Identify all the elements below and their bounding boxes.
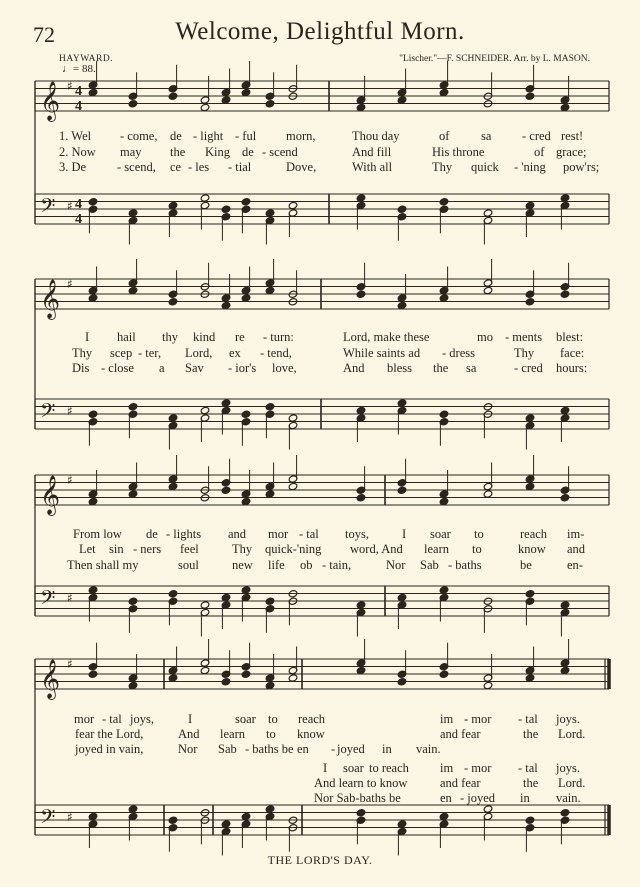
lyric-syllable: ob <box>300 558 313 572</box>
lyric-syllable: - dress <box>442 346 475 360</box>
lyric-syllable: Dove, <box>286 160 317 174</box>
note-head <box>241 497 251 505</box>
note-head <box>200 601 210 609</box>
lyric-syllable: And learn to know <box>314 776 408 790</box>
lyric-syllable: and <box>228 527 247 541</box>
lyric-syllable: im- <box>567 527 585 541</box>
note-head <box>265 681 275 689</box>
note-head <box>560 194 570 202</box>
lyric-syllable: mor <box>74 712 95 726</box>
lyric-syllable: grace; <box>556 145 587 159</box>
lyric-syllable: learn <box>220 727 245 741</box>
lyric-syllable: de <box>242 145 254 159</box>
lyric-syllable: 2. Now <box>59 145 96 159</box>
lyric-syllable: ex <box>229 346 241 360</box>
note-head <box>525 298 535 306</box>
lyric-syllable: morn, <box>286 129 316 143</box>
lyric-syllable: - tain, <box>322 558 352 572</box>
note-head <box>288 482 298 490</box>
lyric-syllable: a <box>159 361 165 375</box>
note-head <box>560 290 570 298</box>
lyric-syllable: Lord. <box>558 776 586 790</box>
note-head <box>560 406 570 414</box>
lyric-syllable: Lord, <box>185 346 213 360</box>
lyric-syllable: love, <box>272 361 297 375</box>
lyric-syllable: scep <box>110 346 133 360</box>
key-signature-sharp: ♯ <box>67 277 73 291</box>
lyric-syllable: in <box>520 791 530 805</box>
lyric-syllable: - cred <box>522 129 551 143</box>
note-head <box>483 286 493 294</box>
lyric-syllable: hours: <box>556 361 588 375</box>
note-head <box>88 670 98 678</box>
note-head <box>439 88 449 96</box>
lyric-syllable: 3. De <box>59 160 87 174</box>
lyric-syllable: blest: <box>556 330 584 344</box>
lyric-syllable: the <box>433 361 449 375</box>
note-head <box>128 597 138 605</box>
note-head <box>439 812 449 820</box>
lyric-syllable: life <box>268 558 285 572</box>
lyric-syllable: to reach <box>369 761 409 775</box>
key-signature-sharp: ♯ <box>67 199 73 213</box>
lyric-syllable: sin <box>109 542 124 556</box>
note-head <box>221 678 231 686</box>
lyric-syllable: - ful <box>235 129 257 143</box>
lyric-syllable: mo <box>477 330 493 344</box>
note-head <box>88 812 98 820</box>
lyric-syllable: - ments <box>505 330 543 344</box>
note-head <box>397 486 407 494</box>
note-head <box>168 92 178 100</box>
lyric-syllable: Dis <box>72 361 90 375</box>
note-head <box>241 812 251 820</box>
lyric-syllable: vain. <box>416 742 441 756</box>
note-head <box>241 586 251 594</box>
note-head <box>483 805 493 813</box>
key-signature-sharp: ♯ <box>67 657 73 671</box>
note-head <box>168 590 178 598</box>
treble-clef: 𝄞 <box>40 475 61 515</box>
note-head <box>168 674 178 682</box>
lyric-syllable: Nor <box>178 742 198 756</box>
lyric-syllable: - turn: <box>263 330 294 344</box>
lyric-syllable: - ior's <box>228 361 257 375</box>
note-head <box>525 482 535 490</box>
note-head <box>525 201 535 209</box>
note-head <box>128 209 138 217</box>
lyric-syllable: - cred <box>514 361 543 375</box>
lyric-syllable: to <box>474 527 484 541</box>
hymn-title: Welcome, Delightful Morn. <box>175 18 465 45</box>
lyric-syllable: - mor <box>464 712 492 726</box>
lyric-syllable: - tend, <box>260 346 292 360</box>
bass-clef: 𝄢 <box>40 586 56 614</box>
lyric-syllable: to <box>268 712 278 726</box>
lyric-syllable: know <box>518 542 546 556</box>
note-head <box>397 399 407 407</box>
note-head <box>525 674 535 682</box>
note-head <box>200 194 210 202</box>
lyric-syllable: new <box>232 558 253 572</box>
lyric-syllable: know <box>297 727 325 741</box>
note-head <box>168 298 178 306</box>
lyric-syllable: - <box>331 742 336 756</box>
note-head <box>439 294 449 302</box>
note-head <box>88 586 98 594</box>
note-head <box>241 670 251 678</box>
note-head <box>397 593 407 601</box>
lyric-syllable: His throne <box>432 145 485 159</box>
note-head <box>88 410 98 418</box>
note-head <box>265 209 275 217</box>
treble-clef: 𝄞 <box>40 279 61 319</box>
lyric-syllable: thy <box>162 330 178 344</box>
note-head <box>168 414 178 422</box>
lyric-syllable: From low <box>73 527 122 541</box>
note-head <box>356 194 366 202</box>
lyric-syllable: joys. <box>556 712 580 726</box>
lyric-syllable: Sab <box>420 558 439 572</box>
lyric-syllable: Nor Sab-baths be <box>314 791 401 805</box>
note-head <box>265 805 275 813</box>
note-head <box>265 286 275 294</box>
note-head <box>128 286 138 294</box>
note-head <box>221 820 231 828</box>
note-head <box>221 301 231 309</box>
note-head <box>397 96 407 104</box>
lyric-syllable: - les <box>188 160 210 174</box>
lyric-syllable: reach <box>520 527 548 541</box>
key-signature-sharp: ♯ <box>67 810 73 824</box>
note-head <box>483 209 493 217</box>
lyric-syllable: - tial <box>228 160 252 174</box>
note-head <box>200 406 210 414</box>
lyric-syllable: de <box>170 129 182 143</box>
lyric-syllable: sa <box>481 129 492 143</box>
lyric-syllable: - close <box>101 361 134 375</box>
lyric-syllable: fear the Lord, <box>75 727 144 741</box>
note-head <box>241 294 251 302</box>
lyric-syllable: learn <box>424 542 449 556</box>
lyric-syllable: soul <box>178 558 199 572</box>
lyric-syllable: While saints ad <box>343 346 421 360</box>
lyric-syllable: of <box>534 145 545 159</box>
lyric-syllable: - scend <box>262 145 298 159</box>
lyric-syllable: word, And <box>350 542 403 556</box>
note-head <box>128 100 138 108</box>
lyric-syllable: reach <box>298 712 326 726</box>
lyric-syllable: I <box>85 330 90 344</box>
lyric-syllable: to <box>266 727 276 741</box>
footer-label: THE LORD'S DAY. <box>267 853 373 867</box>
note-head <box>265 597 275 605</box>
lyric-syllable: joys. <box>556 761 580 775</box>
lyric-syllable: en- <box>567 558 583 572</box>
lyric-syllable: en <box>297 742 309 756</box>
lyric-syllable: - baths <box>448 558 482 572</box>
note-head <box>525 414 535 422</box>
note-head <box>356 494 366 502</box>
lyric-syllable: - tal <box>102 712 122 726</box>
note-head <box>241 198 251 206</box>
note-head <box>525 92 535 100</box>
lyric-syllable: - baths be <box>245 742 294 756</box>
bass-clef: 𝄢 <box>40 194 56 222</box>
lyric-syllable: Nor <box>386 558 406 572</box>
lyric-syllable: - come, <box>120 129 158 143</box>
note-head <box>265 100 275 108</box>
lyric-syllable: vain. <box>556 791 581 805</box>
lyric-syllable: kind <box>193 330 216 344</box>
lyric-syllable: I <box>188 712 193 726</box>
lyric-syllable: Thy <box>514 346 535 360</box>
tempo-marking: ♩= 88. <box>62 63 96 75</box>
note-head <box>560 494 570 502</box>
note-head <box>200 666 210 674</box>
lyric-syllable: soar <box>430 527 451 541</box>
bass-clef: 𝄢 <box>40 805 56 833</box>
lyric-syllable: joyed <box>337 742 365 756</box>
lyric-syllable: Lord. <box>558 727 586 741</box>
key-signature-sharp: ♯ <box>67 591 73 605</box>
time-signature: 4 <box>75 84 82 99</box>
note-head <box>88 198 98 206</box>
note-head <box>483 490 493 498</box>
lyric-syllable: the <box>523 776 539 790</box>
lyric-syllable: - joyed <box>460 791 496 805</box>
lyric-syllable: joyed in vain, <box>75 742 144 756</box>
key-signature-sharp: ♯ <box>67 79 73 93</box>
lyric-syllable: to <box>472 542 482 556</box>
note-head <box>525 816 535 824</box>
note-head <box>221 593 231 601</box>
note-head <box>560 809 570 817</box>
time-signature: 4 <box>75 197 82 212</box>
lyric-syllable: Sav <box>185 361 204 375</box>
lyric-syllable: Thy <box>432 160 453 174</box>
note-head <box>397 301 407 309</box>
note-head <box>265 403 275 411</box>
lyric-syllable: sa <box>466 361 477 375</box>
lyric-syllable: - light <box>193 129 224 143</box>
lyric-syllable: en <box>440 791 452 805</box>
lyric-syllable: the <box>170 145 186 159</box>
lyric-syllable: de <box>146 527 158 541</box>
note-head <box>221 205 231 213</box>
note-head <box>265 490 275 498</box>
note-head <box>128 805 138 813</box>
note-head <box>168 482 178 490</box>
bass-clef: 𝄢 <box>40 399 56 427</box>
note-head <box>356 601 366 609</box>
lyric-syllable: and fear <box>440 727 481 741</box>
lyric-syllable: - 'ning <box>514 160 546 174</box>
tune-credit: "Lischer."—F. SCHNEIDER. Arr. by L. MASON. <box>399 54 590 64</box>
note-head <box>356 666 366 674</box>
lyric-syllable: Sab <box>218 742 237 756</box>
note-head <box>356 290 366 298</box>
lyric-syllable: And fill <box>352 145 392 159</box>
note-head <box>356 406 366 414</box>
lyric-syllable: in <box>382 742 392 756</box>
note-head <box>168 201 178 209</box>
note-head <box>221 486 231 494</box>
lyric-syllable: may <box>120 145 142 159</box>
lyric-syllable: - tal <box>299 527 319 541</box>
lyric-syllable: Thou day <box>352 129 400 143</box>
lyric-syllable: - tal <box>518 712 538 726</box>
lyric-syllable: and fear <box>440 776 481 790</box>
lyric-syllable: and <box>567 542 586 556</box>
note-head <box>221 399 231 407</box>
note-head <box>560 601 570 609</box>
lyric-syllable: - scend, <box>117 160 156 174</box>
time-signature: 4 <box>75 212 82 227</box>
lyric-syllable: Thy <box>232 542 253 556</box>
lyric-syllable: - tal <box>518 761 538 775</box>
note-head <box>288 201 298 209</box>
lyric-syllable: With all <box>352 160 393 174</box>
note-head <box>128 681 138 689</box>
lyric-syllable: - ners <box>133 542 162 556</box>
note-head <box>200 103 210 111</box>
note-head <box>483 681 493 689</box>
note-head <box>288 414 298 422</box>
lyric-syllable: And <box>343 361 365 375</box>
lyric-syllable: feel <box>180 542 199 556</box>
note-head <box>241 410 251 418</box>
lyric-syllable: - lights <box>166 527 202 541</box>
lyric-syllable: King <box>205 145 230 159</box>
note-head <box>88 88 98 96</box>
note-head <box>397 205 407 213</box>
lyric-syllable: im <box>440 761 454 775</box>
lyric-syllable: be <box>520 558 532 572</box>
lyric-syllable: - ter, <box>138 346 162 360</box>
note-head <box>439 497 449 505</box>
lyric-syllable: Thy <box>72 346 93 360</box>
note-head <box>439 670 449 678</box>
page-number: 72 <box>33 22 55 47</box>
note-head <box>397 678 407 686</box>
lyric-syllable: I <box>402 527 407 541</box>
treble-clef: 𝄞 <box>40 659 61 699</box>
lyric-syllable: the <box>523 727 539 741</box>
lyric-syllable: re <box>235 330 245 344</box>
note-head <box>221 96 231 104</box>
note-head <box>397 820 407 828</box>
note-head <box>525 590 535 598</box>
key-signature-sharp: ♯ <box>67 473 73 487</box>
note-head <box>560 666 570 674</box>
lyric-syllable: mor <box>268 527 289 541</box>
lyric-syllable: I <box>323 761 328 775</box>
time-signature: 4 <box>75 99 82 114</box>
note-head <box>439 410 449 418</box>
lyric-syllable: joys, <box>130 712 154 726</box>
lyric-syllable: pow'rs; <box>563 160 600 174</box>
lyric-syllable: 1. Wel <box>59 129 92 143</box>
note-head <box>88 294 98 302</box>
note-head <box>356 103 366 111</box>
lyric-syllable: quick <box>471 160 499 174</box>
lyric-syllable: ce <box>170 160 182 174</box>
note-head <box>241 88 251 96</box>
lyric-syllable: Lord, make these <box>343 330 430 344</box>
lyric-syllable: Let <box>79 542 96 556</box>
lyric-syllable: quick-'ning <box>265 542 322 556</box>
note-head <box>128 490 138 498</box>
lyric-syllable: of <box>439 129 450 143</box>
lyric-syllable: And <box>178 727 200 741</box>
lyric-syllable: rest! <box>561 129 584 143</box>
note-head <box>356 809 366 817</box>
note-head <box>560 103 570 111</box>
composer-name: HAYWARD. <box>59 54 114 64</box>
lyric-syllable: toys, <box>345 527 369 541</box>
note-head <box>439 586 449 594</box>
note-head <box>168 816 178 824</box>
lyric-syllable: soar <box>343 761 364 775</box>
treble-clef: 𝄞 <box>40 81 61 121</box>
note-head <box>288 674 298 682</box>
note-head <box>439 198 449 206</box>
lyric-syllable: hail <box>117 330 136 344</box>
key-signature-sharp: ♯ <box>67 404 73 418</box>
note-head <box>128 403 138 411</box>
lyric-syllable: face: <box>560 346 585 360</box>
lyric-syllable: - mor <box>464 761 492 775</box>
lyric-syllable: bless <box>387 361 412 375</box>
lyric-syllable: im <box>440 712 454 726</box>
note-head <box>88 497 98 505</box>
lyric-syllable: soar <box>235 712 256 726</box>
lyric-syllable: Then shall my <box>67 558 139 572</box>
